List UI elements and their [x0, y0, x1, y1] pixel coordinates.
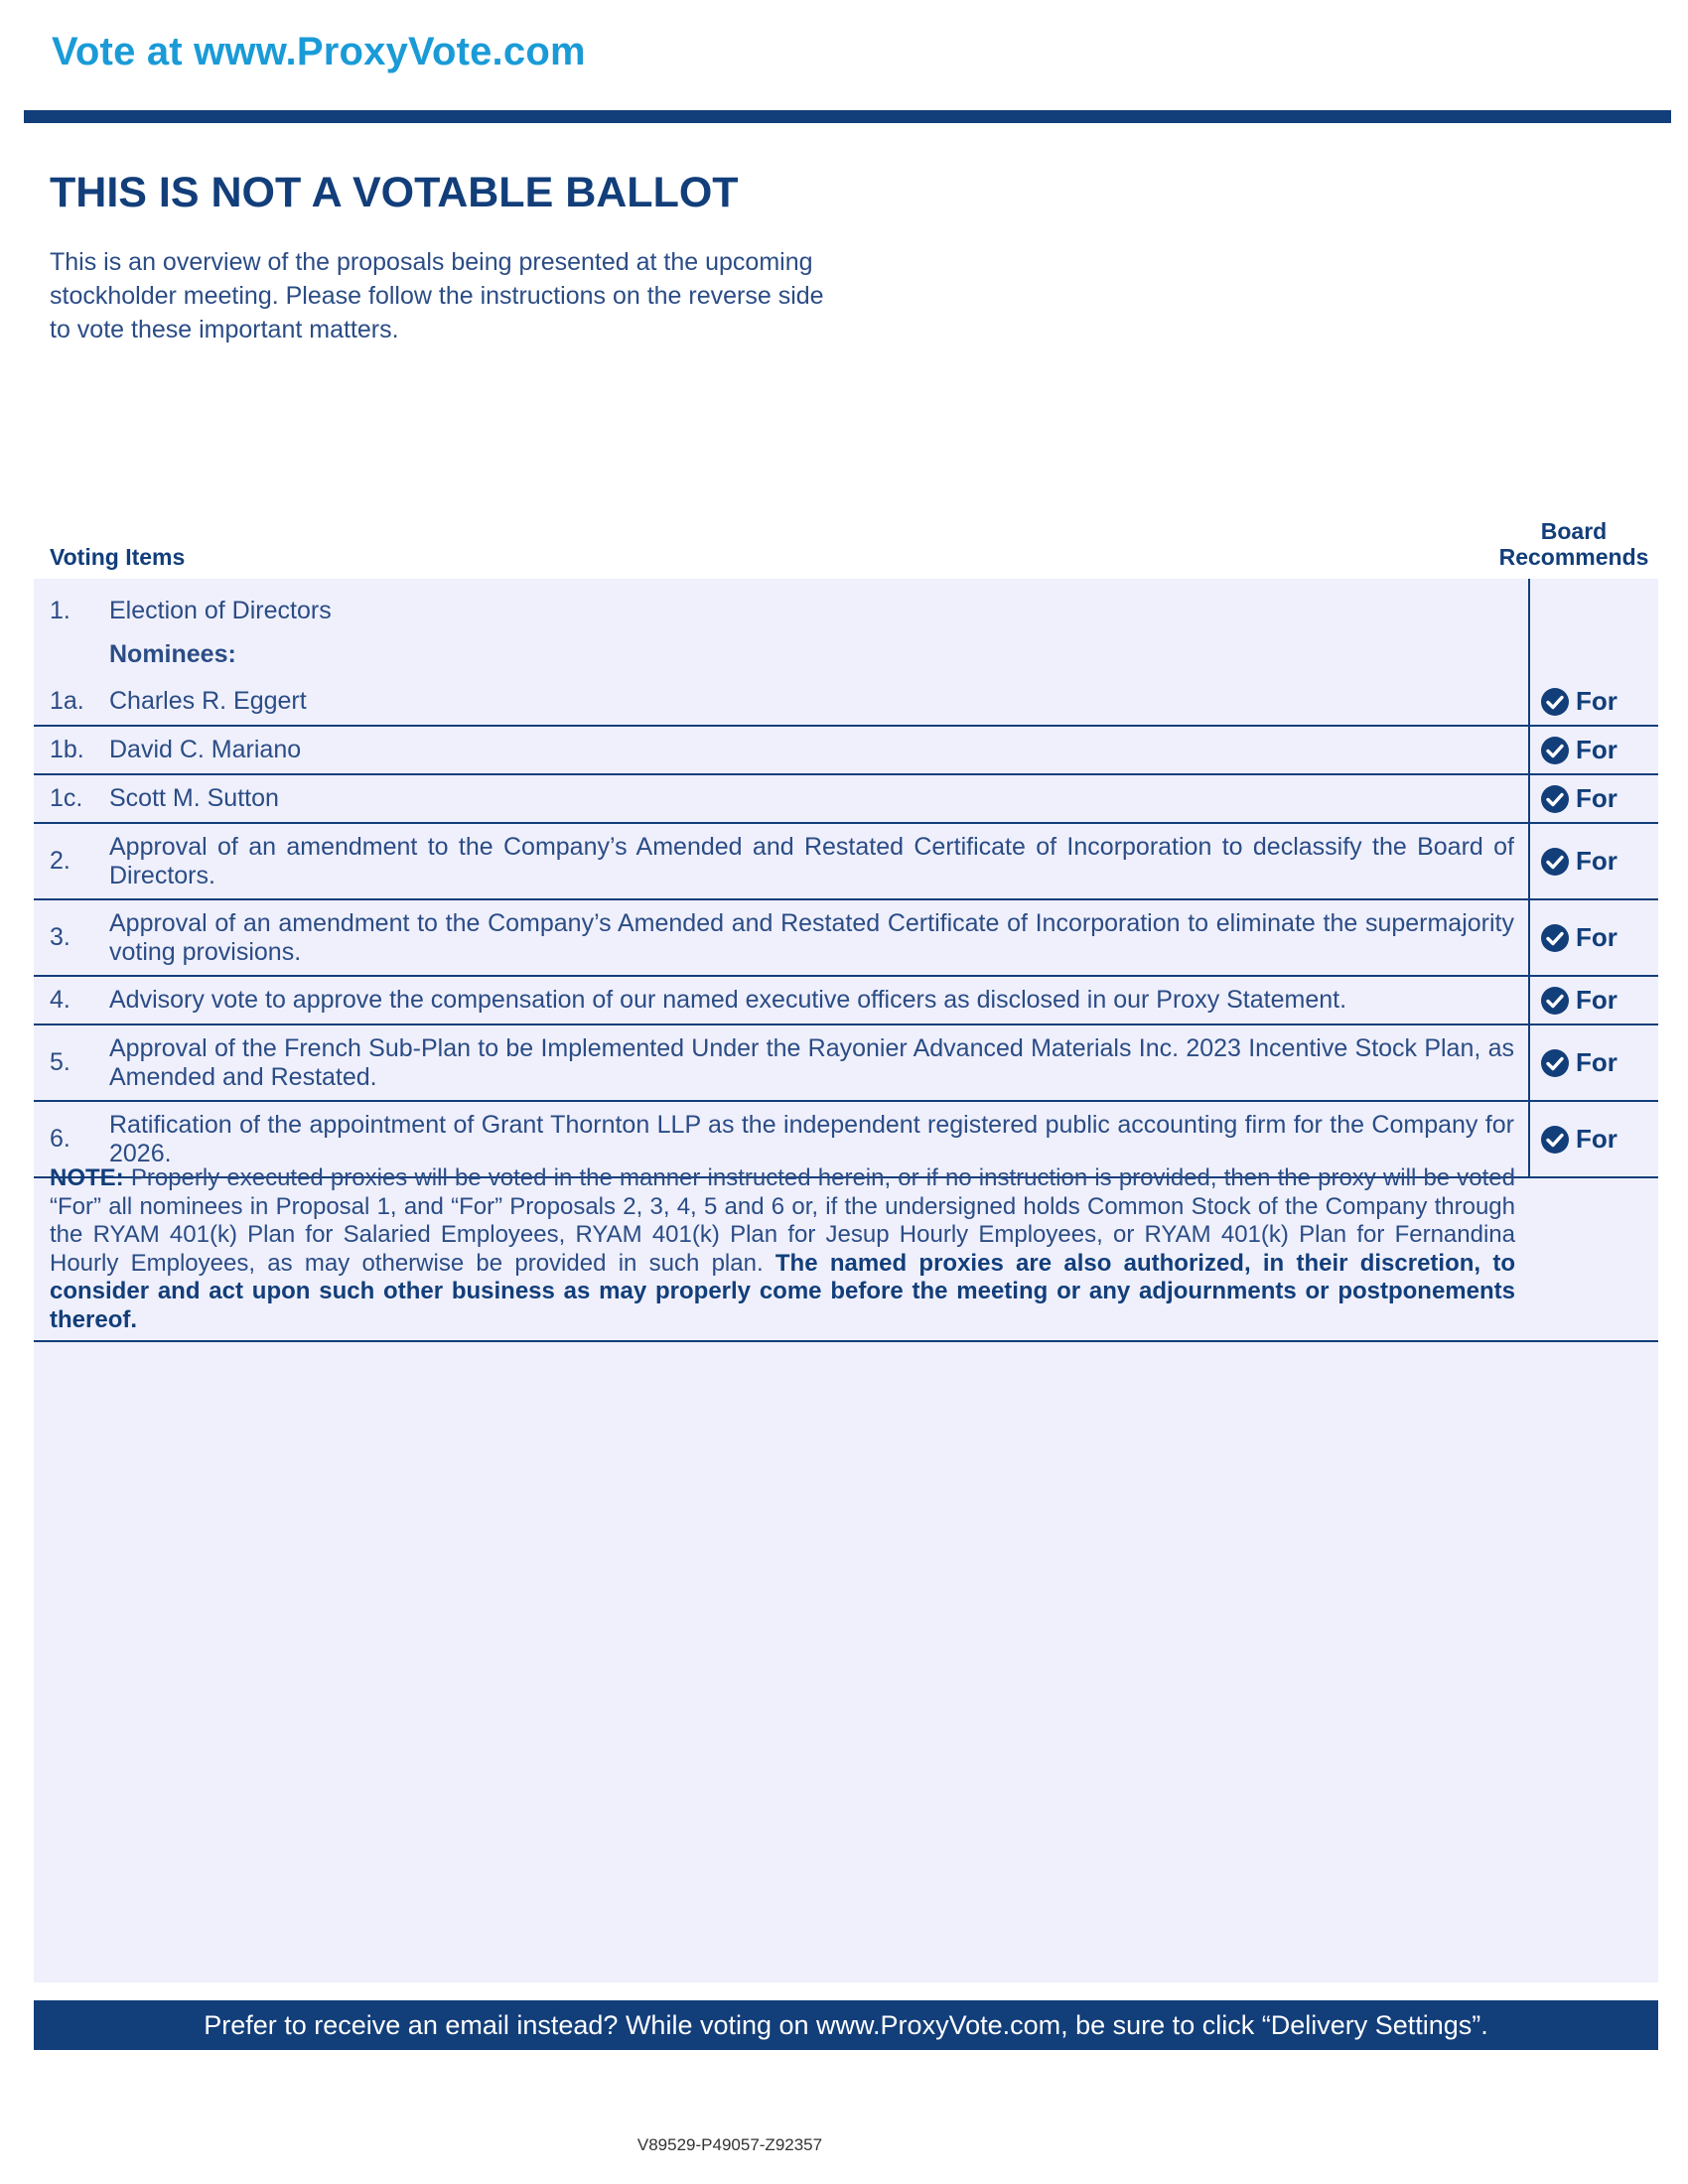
nominees-label: Nominees: [109, 640, 236, 668]
recommendation-label: For [1576, 846, 1618, 877]
item-number: 4. [34, 976, 109, 1024]
item-number: 1a. [34, 678, 109, 726]
recommendation-cell [1529, 1024, 1658, 1101]
recommendation-label: For [1576, 686, 1618, 717]
recommendation-label: For [1576, 1047, 1618, 1078]
recommendation-cell [1529, 678, 1658, 726]
note-label: NOTE: [50, 1164, 124, 1191]
note-body: Properly executed proxies will be voted in the manner instructed herein, or if no instruction is provided, then the proxy will be voted “For” all nominees in Proposal 1, and “For” Proposals 2, 3, 4, 5 and 6 or, if the undersigned holds Common Stock of the Company through the RYAM 401(k) Plan for Salaried Employees, RYAM 401(k) Plan for Jesup Hourly Employees, or RYAM 401(k) Plan for Fernandina Hourly Employees, as may otherwise be provided in such plan. [50, 1164, 1516, 1277]
check-circle-icon [1540, 687, 1570, 717]
item-text: Scott M. Sutton [109, 774, 1529, 823]
note-bold-body: The named proxies are also authorized, in their discretion, to consider and act upon such other business as may properly come before the meeting or any adjournments or postponements thereof. [50, 1249, 1515, 1333]
table-row [34, 678, 1658, 726]
table-row [34, 579, 1658, 631]
intro-paragraph: This is an overview of the proposals being presented at the upcoming stockholder meeting. Please follow the instructions on the reverse side to vote these important matters. [50, 248, 824, 343]
item-number: 5. [34, 1024, 109, 1101]
recommendation-label: For [1576, 783, 1618, 814]
item-number: 2. [34, 823, 109, 899]
board-recommends-header [1489, 518, 1658, 570]
item-number: 6. [34, 1101, 109, 1177]
item-text: Approval of an amendment to the Company’s Amended and Restated Certificate of Incorporation to eliminate the supermajority voting provisions. [109, 899, 1529, 976]
item-text: Advisory vote to approve the compensation of our named executive officers as disclosed in our Proxy Statement. [109, 976, 1529, 1024]
table-row [34, 774, 1658, 823]
table-row [34, 976, 1658, 1024]
item-text: Approval of an amendment to the Company’s Amended and Restated Certificate of Incorporation to declassify the Board of Directors. [109, 823, 1529, 899]
recommendation-label: For [1576, 985, 1618, 1016]
check-circle-icon [1540, 986, 1570, 1016]
table-row [34, 631, 1658, 678]
check-circle-icon [1540, 923, 1570, 953]
item-text: Approval of the French Sub-Plan to be Implemented Under the Rayonier Advanced Materials Inc. 2023 Incentive Stock Plan, as Amended and Restated. [109, 1024, 1529, 1101]
recommendation-cell [1529, 976, 1658, 1024]
recommendation-cell [1529, 774, 1658, 823]
check-circle-icon [1540, 847, 1570, 877]
recommendation-cell [1529, 726, 1658, 774]
control-number: V89529-P49057-Z92357 [636, 2135, 823, 2154]
page-title: THIS IS NOT A VOTABLE BALLOT [50, 169, 739, 216]
recommendation-label: For [1576, 735, 1618, 765]
check-circle-icon [1540, 736, 1570, 765]
item-number: 3. [34, 899, 109, 976]
item-number: 1. [50, 597, 70, 624]
email-delivery-banner: Prefer to receive an email instead? While voting on www.ProxyVote.com, be sure to click “Delivery Settings”. [34, 2000, 1658, 2050]
board-recommends-line1: Board [1540, 518, 1608, 544]
vote-link[interactable]: Vote at www.ProxyVote.com [52, 30, 586, 73]
header-divider [24, 110, 1671, 123]
note-block [34, 1156, 1658, 1342]
item-number: 1b. [34, 726, 109, 774]
recommendation-label: For [1576, 922, 1618, 953]
item-text: Ratification of the appointment of Grant Thornton LLP as the independent registered public accounting firm for the Company for 2026. [109, 1101, 1529, 1177]
recommendation-cell [1529, 899, 1658, 976]
voting-items-table [34, 579, 1658, 1178]
item-text: David C. Mariano [109, 726, 1529, 774]
item-number: 1c. [34, 774, 109, 823]
voting-items-header: Voting Items [50, 544, 186, 570]
table-row [34, 823, 1658, 899]
recommendation-cell [1529, 823, 1658, 899]
item-text: Charles R. Eggert [109, 678, 1529, 726]
check-circle-icon [1540, 1125, 1570, 1155]
board-recommends-line2: Recommends [1498, 544, 1649, 570]
table-row [34, 1024, 1658, 1101]
check-circle-icon [1540, 784, 1570, 814]
table-row [34, 899, 1658, 976]
item-text: Election of Directors [109, 597, 332, 624]
table-row [34, 726, 1658, 774]
recommendation-label: For [1576, 1124, 1618, 1155]
check-circle-icon [1540, 1048, 1570, 1078]
recommendation-cell [1529, 579, 1658, 631]
note-text [50, 1164, 1515, 1334]
recommendation-cell [1529, 631, 1658, 678]
